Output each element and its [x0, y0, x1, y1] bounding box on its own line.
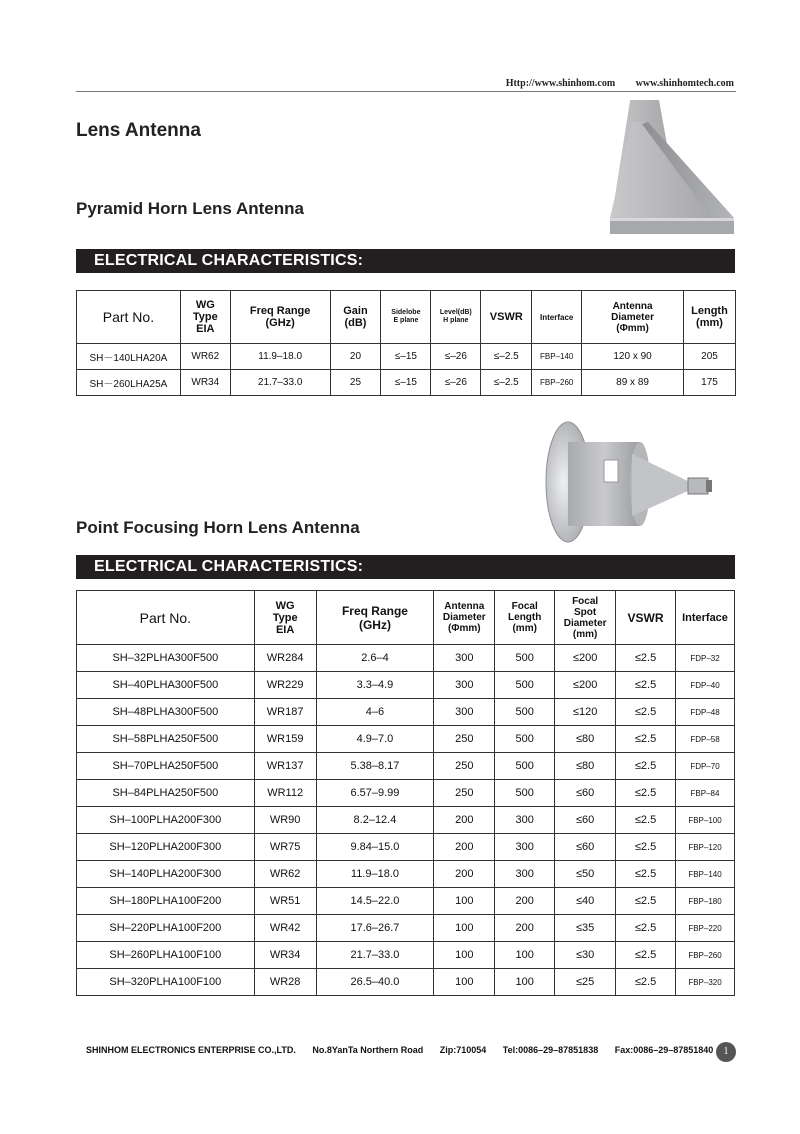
table-cell: WR42 [254, 915, 316, 942]
col2-diameter-l1: Antenna [444, 601, 485, 612]
col-interface: Interface [532, 291, 582, 344]
table-cell: ≤2.5 [616, 969, 676, 996]
table-cell: ≤2.5 [616, 672, 676, 699]
table-cell: SH–40PLHA300F500 [77, 672, 255, 699]
table-cell: FBP–220 [676, 915, 735, 942]
table-cell: 300 [434, 672, 495, 699]
table-row [77, 780, 735, 807]
table-cell: ≤2.5 [616, 699, 676, 726]
table-row [77, 753, 735, 780]
table-cell: ≤35 [555, 915, 616, 942]
table-cell: WR159 [254, 726, 316, 753]
table-cell: FBP–140 [532, 344, 582, 370]
col2-wg-l1: WG [275, 599, 295, 612]
table-cell: ≤–26 [431, 344, 481, 370]
col2-spot [555, 591, 616, 645]
table-cell: WR187 [254, 699, 316, 726]
table-cell: FDP–32 [676, 645, 735, 672]
table-cell: ≤30 [555, 942, 616, 969]
table-cell: SH–70PLHA250F500 [77, 753, 255, 780]
col2-wg [254, 591, 316, 645]
pyramid-horn-image [606, 100, 736, 238]
table-cell: ≤2.5 [616, 942, 676, 969]
table-cell: 11.9–18.0 [230, 344, 330, 370]
table-cell: WR229 [254, 672, 316, 699]
table-row [77, 645, 735, 672]
table-cell: WR34 [180, 370, 230, 396]
col-freq [230, 291, 330, 344]
table-cell: WR34 [254, 942, 316, 969]
col2-wg-l2: Type [272, 611, 298, 624]
table-cell: 205 [683, 344, 735, 370]
section2-bar [76, 555, 735, 579]
table-row [77, 969, 735, 996]
col-length [683, 291, 735, 344]
table-cell: 2.6–4 [316, 645, 434, 672]
table-cell: 300 [495, 834, 555, 861]
table-cell: 250 [434, 726, 495, 753]
table-cell: 21.7–33.0 [230, 370, 330, 396]
col2-spot-l4: (mm) [572, 628, 598, 640]
table-cell: ≤–15 [381, 344, 431, 370]
table-cell: 100 [495, 969, 555, 996]
col-wg [180, 291, 230, 344]
table-row [77, 861, 735, 888]
focusing-table-header [77, 591, 735, 645]
col-vswr: VSWR [481, 291, 532, 344]
table-cell: 500 [495, 726, 555, 753]
table-cell: SH–180PLHA100F200 [77, 888, 255, 915]
col2-wg-l3: EIA [275, 623, 295, 636]
table-cell: ≤80 [555, 753, 616, 780]
table-cell: 500 [495, 753, 555, 780]
footer-fax: Fax:0086–29–87851840 [614, 1045, 714, 1055]
header-url-1[interactable]: Http://www.shinhom.com [505, 78, 616, 89]
table-cell: 500 [495, 699, 555, 726]
col2-freq [316, 591, 434, 645]
table-row [77, 344, 736, 370]
col-freq-l1: Freq Range [249, 305, 311, 317]
page-title: Lens Antenna [76, 120, 201, 141]
col-wg-l1: WG [195, 299, 215, 311]
table-cell: FBP–260 [676, 942, 735, 969]
col-level-l1: Level(dB) [439, 309, 472, 316]
col-diameter-l1: Antenna [612, 300, 653, 312]
table-cell: FBP–180 [676, 888, 735, 915]
footer-address: No.8YanTa Northern Road [312, 1045, 424, 1055]
pyramid-table-header [77, 291, 736, 344]
col-diameter [582, 291, 684, 344]
table-cell: 100 [434, 969, 495, 996]
col-wg-l2: Type [192, 311, 218, 323]
col2-diameter-l2: Diameter [442, 612, 486, 623]
table-cell: 4–6 [316, 699, 434, 726]
footer-zip: Zip:710054 [439, 1045, 487, 1055]
table-cell: FDP–40 [676, 672, 735, 699]
table-cell: 200 [495, 915, 555, 942]
table-cell: ≤80 [555, 726, 616, 753]
col-diameter-l2: Diameter [611, 311, 654, 323]
section1-bar [76, 249, 735, 273]
footer-tel: Tel:0086–29–87851838 [502, 1045, 599, 1055]
col-sidelobe [381, 291, 431, 344]
table-cell: 4.9–7.0 [316, 726, 434, 753]
table-cell: ≤2.5 [616, 888, 676, 915]
header-rule [76, 91, 736, 92]
table-cell: SH–32PLHA300F500 [77, 645, 255, 672]
table-cell: FBP–320 [676, 969, 735, 996]
col2-focal-l1: Focal [511, 601, 538, 612]
table-cell: WR75 [254, 834, 316, 861]
table-cell: ≤50 [555, 861, 616, 888]
table-cell: SH–120PLHA200F300 [77, 834, 255, 861]
table-cell: 100 [434, 915, 495, 942]
header-url-2[interactable]: www.shinhomtech.com [635, 78, 734, 89]
table-cell: 89 x 89 [582, 370, 684, 396]
table-cell: SH－260LHA25A [77, 370, 181, 396]
col2-diameter [434, 591, 495, 645]
table-cell: ≤40 [555, 888, 616, 915]
table-cell: ≤60 [555, 807, 616, 834]
table-cell: ≤–2.5 [481, 370, 532, 396]
table-cell: FBP–260 [532, 370, 582, 396]
table-cell: FBP–120 [676, 834, 735, 861]
table-cell: FBP–140 [676, 861, 735, 888]
table-cell: 200 [434, 834, 495, 861]
table-row [77, 942, 735, 969]
section2-bar-label: ELECTRICAL CHARACTERISTICS: [94, 558, 364, 575]
col2-diameter-l3: (Φmm) [447, 623, 481, 634]
table-cell: ≤2.5 [616, 780, 676, 807]
col2-focal [495, 591, 555, 645]
table-cell: SH－140LHA20A [77, 344, 181, 370]
table-cell: ≤–26 [431, 370, 481, 396]
table-row [77, 807, 735, 834]
section1-title: Pyramid Horn Lens Antenna [76, 199, 304, 218]
table-row [77, 834, 735, 861]
table-cell: 500 [495, 672, 555, 699]
table-row [77, 672, 735, 699]
table-cell: 9.84–15.0 [316, 834, 434, 861]
page-number: 1 [716, 1042, 736, 1062]
footer-company: SHINHOM ELECTRONICS ENTERPRISE CO.,LTD. [86, 1045, 296, 1055]
table-cell: 100 [495, 942, 555, 969]
table-cell: ≤–15 [381, 370, 431, 396]
pyramid-table-body [77, 344, 736, 396]
col-gain-l1: Gain [343, 305, 368, 317]
col-freq-l2: (GHz) [265, 317, 295, 329]
table-cell: 6.57–9.99 [316, 780, 434, 807]
table-cell: WR90 [254, 807, 316, 834]
table-cell: 500 [495, 780, 555, 807]
col-level [431, 291, 481, 344]
col-wg-l3: EIA [196, 323, 215, 335]
table-cell: ≤200 [555, 645, 616, 672]
col2-part: Part No. [77, 591, 255, 645]
table-cell: 26.5–40.0 [316, 969, 434, 996]
col2-spot-l3: Diameter [563, 617, 607, 629]
table-cell: ≤2.5 [616, 753, 676, 780]
table-cell: 200 [434, 807, 495, 834]
table-cell: ≤60 [555, 780, 616, 807]
col2-focal-l2: Length [508, 612, 542, 623]
table-cell: WR137 [254, 753, 316, 780]
focusing-table-body [77, 645, 735, 996]
section1-bar-label: ELECTRICAL CHARACTERISTICS: [94, 252, 364, 269]
col2-freq-l2: (GHz) [358, 617, 391, 632]
table-cell: 3.3–4.9 [316, 672, 434, 699]
table-cell: SH–100PLHA200F300 [77, 807, 255, 834]
table-cell: 300 [495, 861, 555, 888]
focusing-horn-image [540, 420, 720, 544]
table-cell: ≤2.5 [616, 807, 676, 834]
table-cell: WR112 [254, 780, 316, 807]
col-sidelobe-l1: Sidelobe [391, 309, 421, 316]
section2-title: Point Focusing Horn Lens Antenna [76, 518, 360, 537]
table-cell: 200 [434, 861, 495, 888]
table-cell: WR62 [254, 861, 316, 888]
table-row [77, 370, 736, 396]
focusing-table [76, 590, 735, 996]
col2-freq-l1: Freq Range [341, 603, 408, 618]
table-cell: SH–220PLHA100F200 [77, 915, 255, 942]
col-gain-l2: (dB) [344, 317, 367, 329]
table-cell: WR284 [254, 645, 316, 672]
col-level-l2: H plane [443, 317, 469, 324]
table-cell: 300 [434, 645, 495, 672]
table-row [77, 888, 735, 915]
col2-spot-l2: Spot [574, 606, 597, 618]
table-cell: FBP–84 [676, 780, 735, 807]
table-cell: ≤2.5 [616, 645, 676, 672]
table-cell: 8.2–12.4 [316, 807, 434, 834]
table-cell: 20 [330, 344, 381, 370]
pyramid-table [76, 290, 736, 396]
table-cell: WR51 [254, 888, 316, 915]
table-cell: 120 x 90 [582, 344, 684, 370]
table-cell: FDP–48 [676, 699, 735, 726]
table-cell: ≤25 [555, 969, 616, 996]
table-cell: 250 [434, 780, 495, 807]
col2-vswr: VSWR [616, 591, 676, 645]
table-cell: 11.9–18.0 [316, 861, 434, 888]
table-cell: 100 [434, 942, 495, 969]
table-row [77, 726, 735, 753]
table-cell: ≤200 [555, 672, 616, 699]
table-cell: 200 [495, 888, 555, 915]
table-cell: 175 [683, 370, 735, 396]
col2-spot-l1: Focal [572, 595, 599, 607]
table-cell: SH–48PLHA300F500 [77, 699, 255, 726]
table-cell: SH–260PLHA100F100 [77, 942, 255, 969]
header-urls [488, 78, 734, 89]
table-cell: 100 [434, 888, 495, 915]
col2-focal-l3: (mm) [512, 623, 537, 634]
table-cell: FDP–58 [676, 726, 735, 753]
table-cell: ≤2.5 [616, 834, 676, 861]
table-cell: ≤60 [555, 834, 616, 861]
table-cell: 17.6–26.7 [316, 915, 434, 942]
table-cell: SH–140PLHA200F300 [77, 861, 255, 888]
col-part: Part No. [77, 291, 181, 344]
table-cell: SH–320PLHA100F100 [77, 969, 255, 996]
table-cell: ≤120 [555, 699, 616, 726]
table-row [77, 699, 735, 726]
table-cell: WR62 [180, 344, 230, 370]
col2-interface: Interface [676, 591, 735, 645]
table-cell: 21.7–33.0 [316, 942, 434, 969]
col-gain [330, 291, 381, 344]
footer [86, 1045, 727, 1055]
col-length-l1: Length [691, 305, 728, 317]
table-cell: FDP–70 [676, 753, 735, 780]
table-cell: 500 [495, 645, 555, 672]
table-cell: 300 [495, 807, 555, 834]
table-cell: 25 [330, 370, 381, 396]
table-cell: ≤–2.5 [481, 344, 532, 370]
col-diameter-l3: (Φmm) [616, 322, 649, 334]
table-cell: 250 [434, 753, 495, 780]
table-cell: ≤2.5 [616, 726, 676, 753]
table-cell: SH–58PLHA250F500 [77, 726, 255, 753]
table-cell: WR28 [254, 969, 316, 996]
table-cell: ≤2.5 [616, 915, 676, 942]
col-length-l2: (mm) [696, 317, 723, 329]
table-cell: ≤2.5 [616, 861, 676, 888]
table-row [77, 915, 735, 942]
table-cell: SH–84PLHA250F500 [77, 780, 255, 807]
table-cell: 5.38–8.17 [316, 753, 434, 780]
table-cell: FBP–100 [676, 807, 735, 834]
col-sidelobe-l2: E plane [393, 317, 419, 324]
table-cell: 300 [434, 699, 495, 726]
table-cell: 14.5–22.0 [316, 888, 434, 915]
